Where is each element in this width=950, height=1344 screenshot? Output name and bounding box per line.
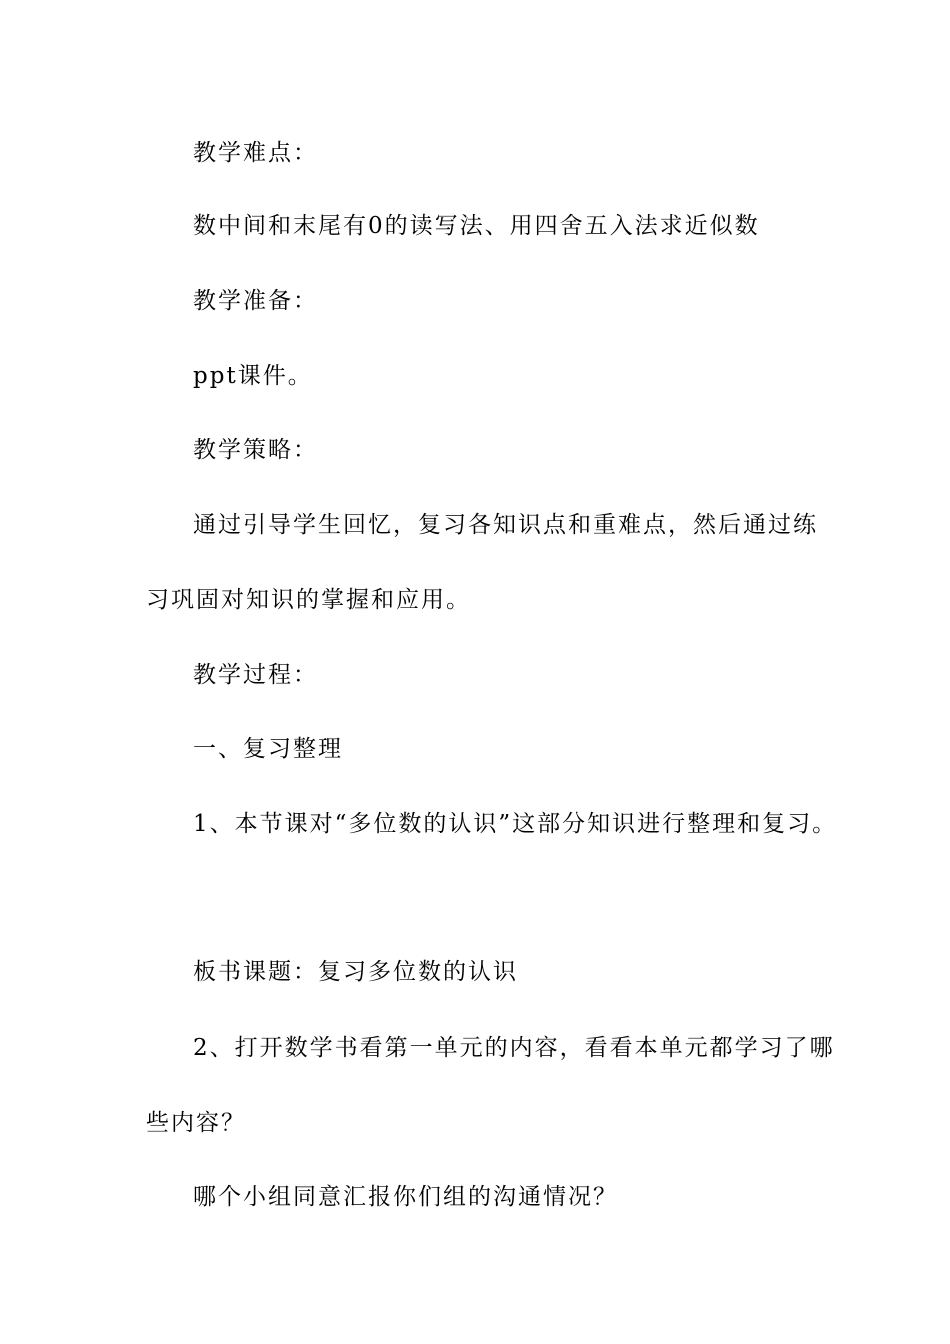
paragraph-strategy-line-2: 习巩固对知识的掌握和应用。: [146, 587, 471, 613]
paragraph-difficulty-content: 数中间和末尾有0的读写法、用四舍五入法求近似数: [193, 213, 760, 239]
heading-teaching-strategy: 教学策略：: [193, 437, 318, 463]
section-review-heading: 一、复习整理: [193, 736, 343, 762]
paragraph-board-title: 板书课题：复习多位数的认识: [193, 959, 518, 985]
heading-teaching-preparation: 教学准备：: [193, 288, 318, 314]
paragraph-preparation-content: ppt课件。: [193, 363, 313, 389]
paragraph-step-1: 1、本节课对“多位数的认识”这部分知识进行整理和复习。: [193, 811, 838, 837]
paragraph-step-2-line-2: 些内容？: [146, 1110, 246, 1136]
heading-teaching-difficulty: 教学难点：: [193, 140, 318, 166]
paragraph-group-report: 哪个小组同意汇报你们组的沟通情况？: [193, 1184, 618, 1210]
paragraph-strategy-line-1: 通过引导学生回忆，复习各知识点和重难点，然后通过练: [193, 512, 818, 538]
paragraph-step-2-line-1: 2、打开数学书看第一单元的内容，看看本单元都学习了哪: [193, 1035, 835, 1061]
heading-teaching-process: 教学过程：: [193, 662, 318, 688]
